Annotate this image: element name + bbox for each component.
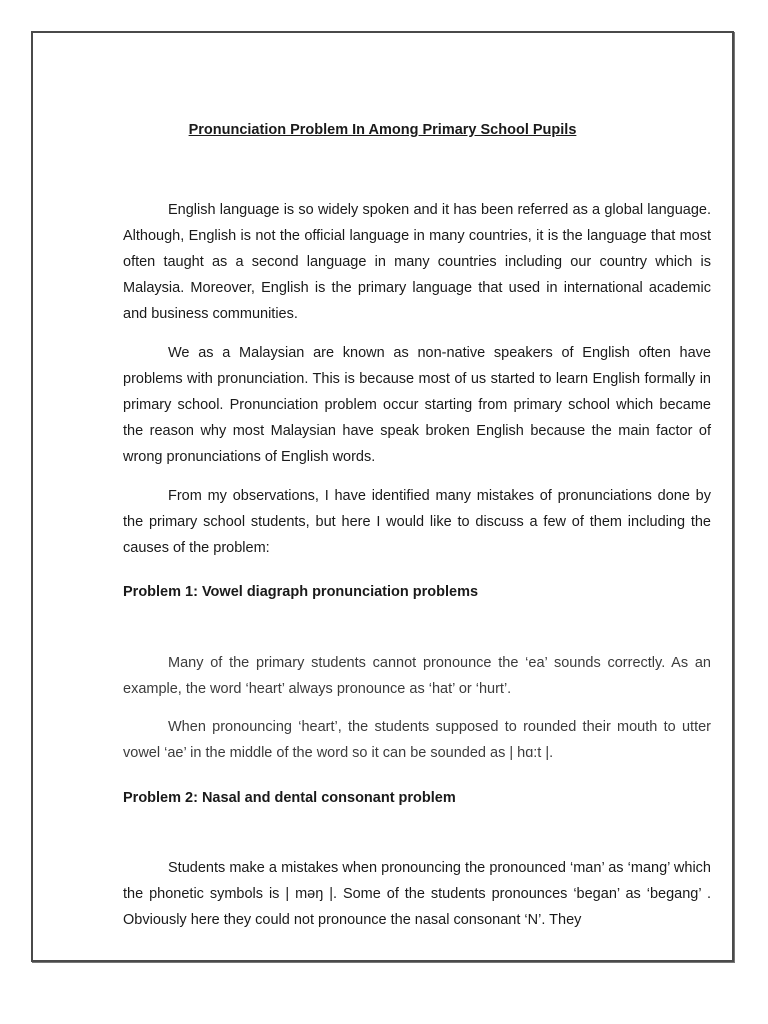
problem-2-heading: Problem 2: Nasal and dental consonant problem: [123, 790, 456, 806]
document-title: Pronunciation Problem In Among Primary School Pupils: [188, 122, 577, 138]
problem-1-paragraph-1: Many of the primary students cannot pronounce the ‘ea’ sounds correctly. As an example, the word ‘heart’ always pronounce as ‘hat’ or ‘hurt’.: [123, 655, 711, 697]
page-frame: [31, 31, 734, 962]
intro-paragraph-2: We as a Malaysian are known as non-native speakers of English often have problems with pronunciation. This is because most of us started to learn English formally in primary school. Pronunciation problem occur starting from primary school which became the reason why most Malaysian have speak broken English because the main factor of wrong pronunciations of English words.: [123, 345, 711, 465]
problem-1-paragraph-2: When pronouncing ‘heart’, the students supposed to rounded their mouth to utter vowel ‘ae’ in the middle of the word so it can be sounded as | hɑ:t |.: [123, 719, 711, 761]
problem-2-paragraph-1: Students make a mistakes when pronouncing the pronounced ‘man’ as ‘mang’ which the phonetic symbols is | məŋ |. Some of the students pronounces ‘began’ as ‘begang’ . Obviously here they could not pronounce the nasal consonant ‘N’. They: [123, 860, 711, 928]
problem-1-heading: Problem 1: Vowel diagraph pronunciation problems: [123, 584, 479, 600]
intro-paragraph-1: English language is so widely spoken and it has been referred as a global language. Although, English is not the official language in many countries, it is the language that most often taught as a second language in many countries including our country which is Malaysia. Moreover, English is the primary language that used in international academic and business communities.: [123, 202, 711, 322]
intro-paragraph-3: From my observations, I have identified many mistakes of pronunciations done by the primary school students, but here I would like to discuss a few of them including the causes of the problem:: [123, 488, 711, 556]
